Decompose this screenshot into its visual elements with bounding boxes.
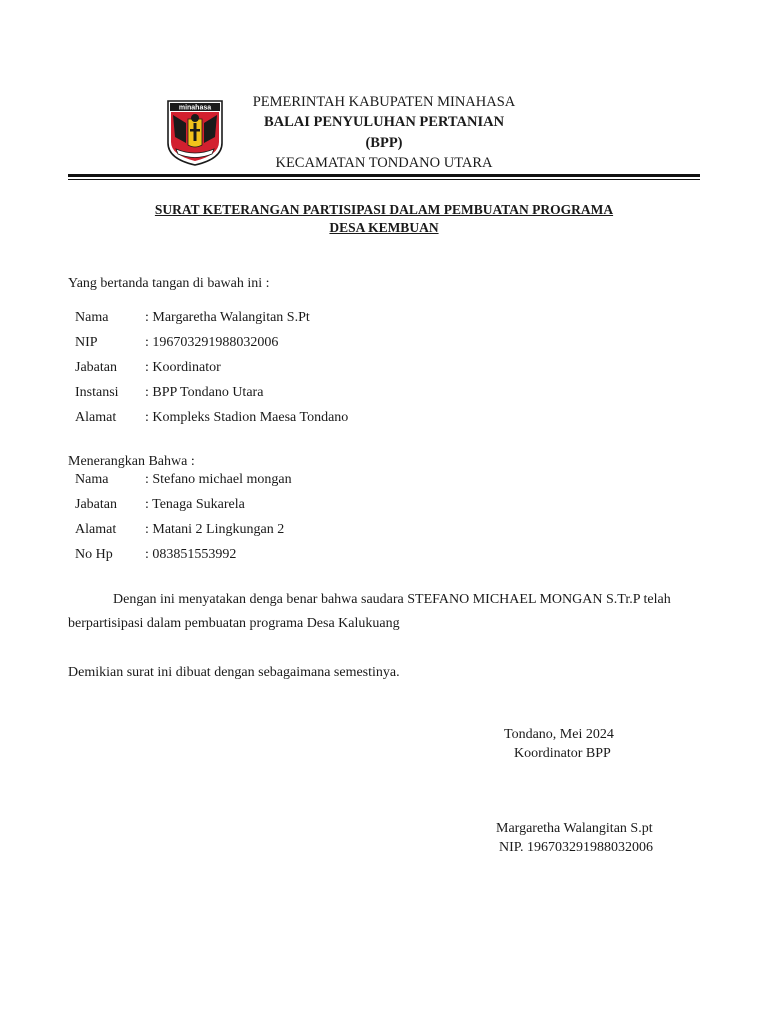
signature-position: Koordinator BPP [514, 746, 611, 761]
field-value: : 083851553992 [145, 547, 237, 562]
field-value: : 196703291988032006 [145, 335, 279, 350]
field-label: Nama [75, 472, 109, 487]
body-paragraph-line1: Dengan ini menyatakan denga benar bahwa saudara STEFANO MICHAEL MONGAN S.Tr.P telah [113, 592, 671, 607]
emblem-lettering: minahasa [178, 104, 212, 112]
field-label: Jabatan [75, 360, 117, 375]
field-value: : Margaretha Walangitan S.Pt [145, 310, 310, 325]
minahasa-emblem [166, 99, 224, 167]
field-label: Jabatan [75, 497, 117, 512]
letterhead-agency: BALAI PENYULUHAN PERTANIAN [263, 114, 505, 130]
letterhead-divider-thick [68, 174, 700, 177]
body-paragraph-line2: berpartisipasi dalam pembuatan programa Desa Kalukuang [68, 616, 400, 631]
letter-title: SURAT KETERANGAN PARTISIPASI DALAM PEMBUATAN PROGRAMA [154, 202, 614, 217]
field-label: Instansi [75, 385, 119, 400]
signature-name: Margaretha Walangitan S.pt [496, 821, 653, 836]
field-label: NIP [75, 335, 98, 350]
field-label: Alamat [75, 522, 117, 537]
field-value: : Koordinator [145, 360, 221, 375]
letterhead-divider-thin [68, 179, 700, 180]
field-value: : BPP Tondano Utara [145, 385, 264, 400]
field-label: Alamat [75, 410, 117, 425]
closing-text: Demikian surat ini dibuat dengan sebagaimana semestinya. [68, 665, 400, 680]
signature-place-date: Tondano, Mei 2024 [504, 727, 614, 742]
letterhead-district: KECAMATAN TONDANO UTARA [275, 155, 493, 171]
letterhead-agency-abbr: (BPP) [365, 135, 403, 151]
letter-subtitle: DESA KEMBUAN [329, 220, 439, 235]
field-value: : Tenaga Sukarela [145, 497, 245, 512]
field-value: : Kompleks Stadion Maesa Tondano [145, 410, 349, 425]
field-label: No Hp [75, 547, 113, 562]
field-label: Nama [75, 310, 109, 325]
letterhead-government: PEMERINTAH KABUPATEN MINAHASA [252, 94, 516, 110]
explains-text: Menerangkan Bahwa : [68, 454, 195, 469]
intro-text: Yang bertanda tangan di bawah ini : [68, 276, 270, 291]
field-value: : Matani 2 Lingkungan 2 [145, 522, 285, 537]
field-value: : Stefano michael mongan [145, 472, 292, 487]
signature-nip: NIP. 196703291988032006 [499, 840, 654, 855]
